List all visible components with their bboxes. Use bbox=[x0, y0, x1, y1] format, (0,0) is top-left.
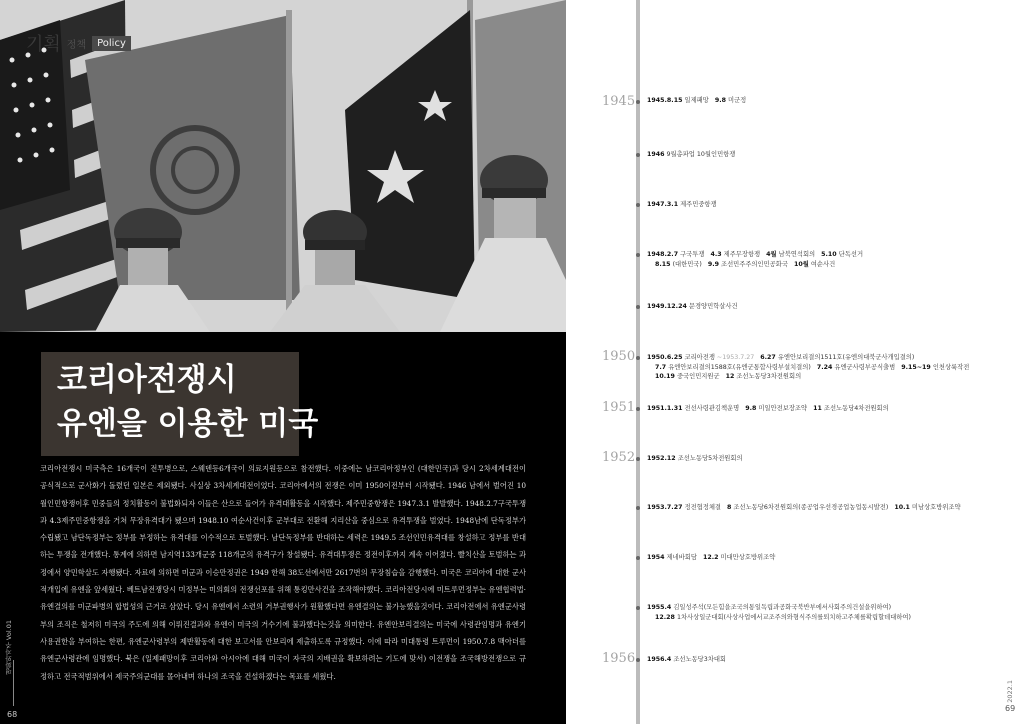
entry-text: 유엔군사령부공식출범 bbox=[834, 363, 896, 371]
soldiers-with-flags-photo bbox=[0, 0, 566, 332]
timeline-entry bbox=[647, 96, 1017, 106]
section-sub-ko: 정책 bbox=[66, 39, 87, 51]
entry-text: 유엔안보리결의1588호(유엔군통합사령부설치결의) bbox=[668, 363, 811, 371]
year-label: 1956 bbox=[602, 651, 636, 666]
entry-date: 1946 bbox=[647, 151, 665, 158]
entry-date: 10월 bbox=[793, 260, 809, 268]
entry-text: 인천상륙작전 bbox=[932, 363, 970, 371]
entry-date: 11 bbox=[813, 405, 822, 412]
entry-text: 구국투쟁 bbox=[680, 251, 705, 258]
timeline-entry bbox=[647, 655, 1017, 665]
left-footer bbox=[4, 620, 18, 720]
entry-text: 1차사상일군대회(사상사업에서교조주의와형식주의를퇴치하고주체를확립할데대하여) bbox=[676, 613, 911, 621]
entry-text: 조선노동당5차전원회의 bbox=[677, 455, 743, 462]
entry-date: 5.10 bbox=[821, 251, 837, 258]
timeline-entry bbox=[647, 404, 1017, 414]
timeline-dot bbox=[636, 305, 640, 309]
entry-text: 제주무장항쟁 bbox=[723, 251, 761, 258]
entry-range: ~1953.7.27 bbox=[716, 354, 755, 361]
timeline-dot bbox=[636, 556, 640, 560]
entry-text: 조선민주주의인민공화국 bbox=[721, 260, 788, 268]
article-body: 코리아전쟁시 미국측은 16개국이 전투병으로, 스웨덴등6개국이 의료지원등으로 참전했다. 이중에는 남코리아정부인 (대한민국)과 당시 2차세계대전이 공식적으로 군사화가 돌렸던 일본은 제외됐다. 사실상 3차세계대전이었다. 코리아에서의 전쟁은 이미 1950이전부터 시작됐다. 1946 남에서 벌어진 10월인민항쟁이후 민중들의 정치활동이 불법화되자 이들은 산으로 들어가 유격대활동을 시작했다. 제주민중항쟁은 1947.3.1 발발했다. 1948.2.7구국투쟁과 4.3제주민중항쟁을 거쳐 무장유격대가 됐으며 1948.10 여순사건이후 군부대로 전환해 지리산을 중심으로 유격투쟁을 벌였다. 1948남에 단독정부가 수립됐고 남단독정부는 정부를 부정하는 유격대를 이수적으로 토벌했다. 남단독정부를 반대하는 세력은 1949.5 조선인민유격대를 창설하고 정부를 반대하는 투쟁을 전개했다. 통계에 의하면 남지역133개군중 118개군의 유격구가 창설됐다. 유격대투쟁은 정전이후까지 계속 이어졌다. 빨치산을 토벌하는 과정에서 양민학살도 자행됐다. 자료에 의하면 미군과 이승만정권은 1949 한해 38도선에서만 2617번의 무장침습을 감행했다. 미국은 코리아에 대한 군사적개입에 유엔을 앞세웠다. 베트남전쟁당시 미정부는 미의회의 전쟁선포를 위해 통킹만사건을 조작해야했다. 코리아전당시에 미트루먼정부는 유엔협력법·유엔결의를 미군파병의 합법성의 근거로 삼았다. 당시 유엔에서 소련의 거부권행사가 원활했다면 유엔결의는 불가능했을것이다. 코리아전에서 유엔군사령부의 조직은 철저히 미국의 주도에 의해 이뤄진결과와 유엔이 미국의 거수기에 불과했다는것을 의미한다. 유엔안보리결의는 미국에 사령관임명과 유엔기사용권한을 부여하는 한편, 유엔군사령부의 제반활동에 대한 보고서를 안보리에 제출하도록 규정했다. 이에 따라 미대통령 트루먼이 1950.7.8 맥아더를 유엔군사령관에 임명했다. 북은 (일제패망이후 코리아와 아시아에 대해 미국이 자국의 지배권을 확보하려는 기도에 맞서) 이전쟁을 조국해방전쟁으로 규정하고 전국적범위에서 제국주의군대를 몰아내며 하나의 조국을 건설하겠다는 목표를 세웠다. bbox=[40, 464, 526, 681]
timeline-entry bbox=[647, 250, 1017, 269]
timeline-dot bbox=[636, 506, 640, 510]
year-label: 1951 bbox=[602, 400, 636, 415]
entry-text: 조선노동당3차전원회의 bbox=[736, 373, 802, 380]
year-label: 1952 bbox=[602, 450, 636, 465]
entry-date: 4월 bbox=[766, 251, 777, 258]
timeline-entry bbox=[647, 603, 1017, 622]
entry-text: 조선노동당3차대회 bbox=[673, 656, 726, 663]
entry-date: 1947.3.1 bbox=[647, 201, 679, 208]
timeline-entry bbox=[647, 302, 1017, 312]
entry-text: 문경양민학살사건 bbox=[688, 303, 738, 310]
entry-date: 1951.1.31 bbox=[647, 405, 683, 412]
entry-text: (대한민국) bbox=[672, 260, 702, 268]
right-page bbox=[566, 0, 1024, 724]
entry-date: 12.2 bbox=[702, 554, 719, 561]
entry-text: 미대만상호방위조약 bbox=[720, 554, 776, 561]
entry-date: 7.24 bbox=[816, 363, 833, 371]
entry-date: 1953.7.27 bbox=[647, 504, 683, 511]
entry-date: 1955.4 bbox=[647, 604, 672, 611]
timeline-dot bbox=[636, 658, 640, 662]
timeline-entry bbox=[647, 150, 1017, 160]
entry-date: 9.8 bbox=[714, 97, 726, 104]
entry-text: 중국인민지원군 bbox=[676, 373, 720, 380]
year-label: 1945 bbox=[602, 94, 636, 109]
section-main: 기획 bbox=[26, 34, 61, 55]
entry-date: 9.8 bbox=[745, 405, 757, 412]
timeline-dot bbox=[636, 100, 640, 104]
entry-date: 1954 bbox=[647, 554, 665, 561]
journal-name: 평화와자주 Vol.01 bbox=[5, 620, 13, 675]
right-footer bbox=[1004, 680, 1018, 720]
entry-date: 1952.12 bbox=[647, 455, 676, 462]
entry-text: 미남상호방위조약 bbox=[911, 504, 961, 511]
timeline-axis bbox=[636, 0, 640, 724]
timeline-dot bbox=[636, 253, 640, 257]
entry-date: 12.28 bbox=[655, 613, 675, 621]
entry-date: 8.15 bbox=[655, 260, 671, 268]
timeline-entry bbox=[647, 200, 1017, 210]
entry-text: 조선노동당4차전원회의 bbox=[823, 405, 889, 412]
entry-date: 9.15~19 bbox=[901, 363, 931, 371]
entry-text: 정전협정체결 bbox=[684, 504, 721, 511]
entry-text: 코리아전쟁 bbox=[684, 354, 715, 361]
left-page-number: 68 bbox=[7, 710, 18, 719]
entry-date: 1956.4 bbox=[647, 656, 672, 663]
entry-text: 남북연석회의 bbox=[778, 251, 816, 258]
entry-text: 미일안전보장조약 bbox=[758, 405, 808, 412]
year-label: 1950 bbox=[602, 349, 636, 364]
timeline-dot bbox=[636, 606, 640, 610]
timeline-dot bbox=[636, 153, 640, 157]
entry-text: 미군정 bbox=[728, 97, 747, 104]
entry-date: 8 bbox=[727, 504, 732, 511]
entry-text: 전선사령관김책운명 bbox=[684, 405, 740, 412]
entry-text: 9월총파업 10월인민항쟁 bbox=[666, 151, 736, 158]
entry-date: 10.19 bbox=[655, 373, 675, 380]
entry-date: 6.27 bbox=[760, 354, 776, 361]
timeline-entry bbox=[647, 553, 1017, 563]
entry-date: 7.7 bbox=[655, 363, 667, 371]
entry-text: 제네바회담 bbox=[666, 554, 697, 561]
entry-text: 유엔안보리결의1511호(유엔의대북군사개입결의) bbox=[777, 354, 915, 361]
article-title-line-1: 코리아전쟁시 bbox=[57, 362, 237, 398]
entry-text: 김일성주석(모든힘을조국의통일독립과공화국북반부에서사회주의건설을위하여) bbox=[673, 604, 892, 611]
entry-date: 10.1 bbox=[894, 504, 910, 511]
entry-date: 4.3 bbox=[710, 251, 722, 258]
timeline-dot bbox=[636, 356, 640, 360]
article-title-line-2: 유엔을 이용한 미국 bbox=[57, 406, 319, 442]
timeline-dot bbox=[636, 407, 640, 411]
footer-divider bbox=[13, 660, 14, 706]
article-title-box bbox=[41, 352, 319, 456]
entry-date: 9.9 bbox=[707, 260, 719, 268]
entry-text: 제주민중항쟁 bbox=[680, 201, 717, 208]
entry-text: 단독선거 bbox=[838, 251, 864, 258]
timeline-dot bbox=[636, 203, 640, 207]
entry-date: 1949.12.24 bbox=[647, 303, 687, 310]
entry-text: 여순사건 bbox=[810, 260, 836, 268]
section-sub-en: Policy bbox=[92, 36, 131, 51]
timeline-entry bbox=[647, 454, 1017, 464]
timeline-entry bbox=[647, 503, 1017, 513]
timeline-dot bbox=[636, 457, 640, 461]
entry-text: 조선노동당6차전원회의(종공업우선경공업농업동시발전) bbox=[733, 504, 889, 511]
right-page-number: 69 bbox=[1005, 704, 1016, 713]
entry-date: 1948.2.7 bbox=[647, 251, 679, 258]
entry-date: 12 bbox=[725, 373, 735, 380]
entry-text: 일제패망 bbox=[684, 97, 709, 104]
issue-date: 2022.1 bbox=[1006, 680, 1014, 703]
section-label bbox=[26, 30, 131, 56]
entry-date: 1945.8.15 bbox=[647, 97, 683, 104]
entry-date: 1950.6.25 bbox=[647, 354, 683, 361]
timeline-entry bbox=[647, 353, 1017, 382]
